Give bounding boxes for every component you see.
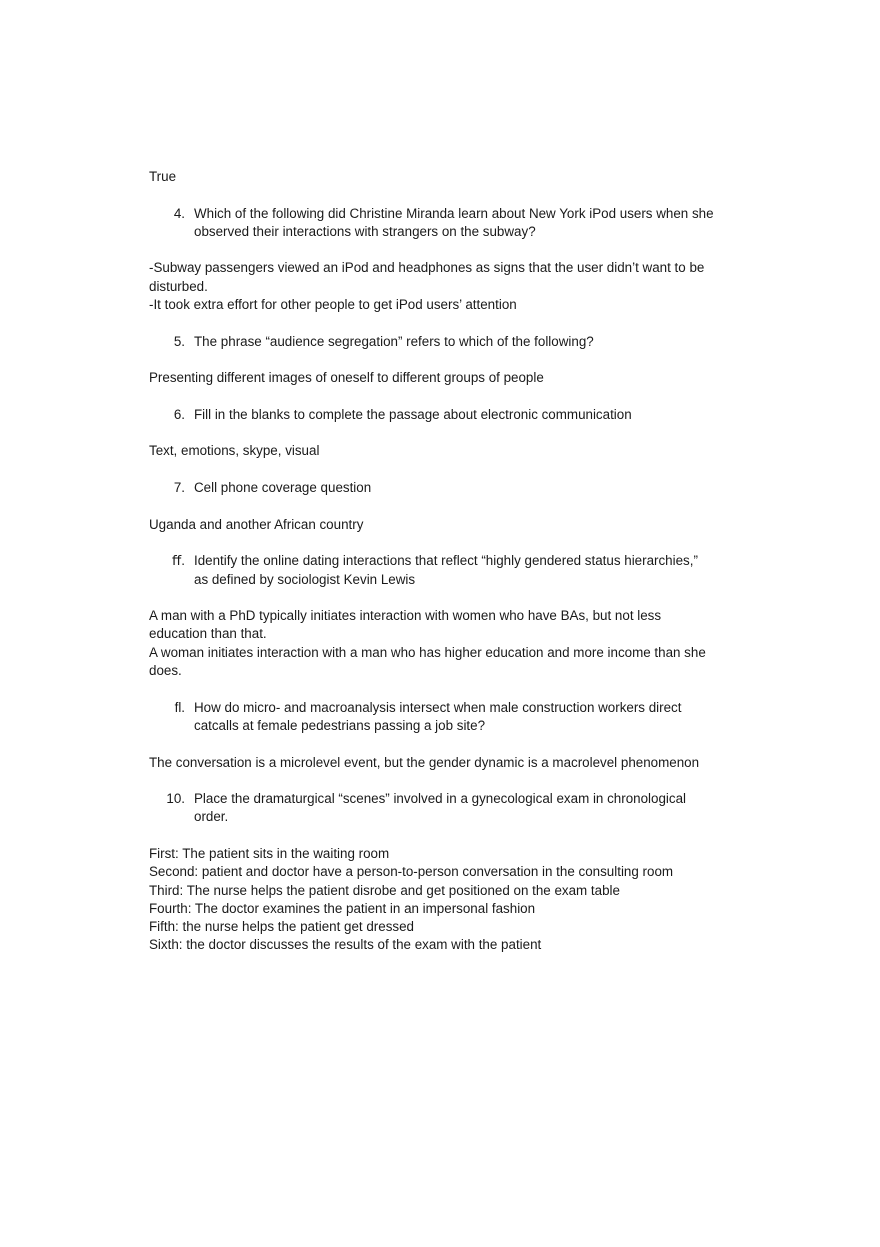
question-line: How do micro- and macroanalysis intersect when male construction workers direct xyxy=(194,699,682,715)
answer-line: Fourth: The doctor examines the patient in an impersonal fashion xyxy=(149,900,536,916)
question-10 xyxy=(149,790,734,827)
answer-line: Sixth: the doctor discusses the results of the exam with the patient xyxy=(149,937,542,953)
question-line: Cell phone coverage question xyxy=(194,480,372,496)
answer-line: -It took extra effort for other people to get iPod users’ attention xyxy=(149,297,517,313)
question-number: 10. xyxy=(166,791,185,807)
answer-line: The conversation is a microlevel event, but the gender dynamic is a macrolevel phenomenon xyxy=(149,754,700,770)
question-text xyxy=(194,205,734,242)
answer-line: -Subway passengers viewed an iPod and headphones as signs that the user didn’t want to be xyxy=(149,260,705,276)
question-text xyxy=(194,552,734,589)
question-number: ﬀ. xyxy=(172,553,185,569)
answer-line: True xyxy=(149,169,177,184)
answer-9 xyxy=(149,754,734,772)
question-line: Identify the online dating interactions that reflect “highly gendered status hierarchies,” xyxy=(194,553,698,569)
answer-line: A man with a PhD typically initiates interaction with women who have BAs, but not less xyxy=(149,608,662,624)
question-4 xyxy=(149,205,734,242)
answer-10 xyxy=(149,845,734,955)
answer-line: education than that. xyxy=(149,626,267,642)
question-8 xyxy=(149,552,734,589)
question-6 xyxy=(149,406,734,424)
question-text xyxy=(194,699,734,736)
question-7 xyxy=(149,479,734,497)
question-text xyxy=(194,790,734,827)
question-line: observed their interactions with strangers on the subway? xyxy=(194,223,536,239)
answer-5 xyxy=(149,369,734,387)
answer-line: does. xyxy=(149,663,182,679)
question-line: Place the dramaturgical “scenes” involved in a gynecological exam in chronological xyxy=(194,791,686,807)
question-number: 6. xyxy=(173,406,185,422)
answer-line: Second: patient and doctor have a person-to-person conversation in the consulting room xyxy=(149,864,674,880)
answer-8 xyxy=(149,607,734,680)
question-line: Fill in the blanks to complete the passage about electronic communication xyxy=(194,406,632,422)
intro-answer xyxy=(149,168,734,186)
question-line: The phrase “audience segregation” refers to which of the following? xyxy=(194,333,594,349)
question-number: 7. xyxy=(173,480,185,496)
answer-line: Presenting different images of oneself to different groups of people xyxy=(149,370,544,386)
answer-line: First: The patient sits in the waiting room xyxy=(149,845,390,861)
question-text xyxy=(194,479,734,497)
question-number: 4. xyxy=(173,205,185,221)
answer-6 xyxy=(149,442,734,460)
answer-7 xyxy=(149,516,734,534)
question-5 xyxy=(149,333,734,351)
question-9 xyxy=(149,699,734,736)
question-line: order. xyxy=(194,809,229,825)
question-number: 5. xyxy=(173,333,185,349)
answer-4 xyxy=(149,259,734,314)
answer-line: Text, emotions, skype, visual xyxy=(149,443,320,459)
answer-line: Fifth: the nurse helps the patient get dressed xyxy=(149,919,415,935)
answer-line: Uganda and another African country xyxy=(149,516,364,532)
question-text xyxy=(194,406,734,424)
answer-line: disturbed. xyxy=(149,278,208,294)
document-body xyxy=(149,168,734,973)
answer-line: A woman initiates interaction with a man who has higher education and more income than she xyxy=(149,644,706,660)
question-line: Which of the following did Christine Miranda learn about New York iPod users when she xyxy=(194,205,714,221)
answer-line: Third: The nurse helps the patient disrobe and get positioned on the exam table xyxy=(149,882,620,898)
question-text xyxy=(194,333,734,351)
question-line: as defined by sociologist Kevin Lewis xyxy=(194,571,416,587)
question-number: ﬂ. xyxy=(174,699,185,715)
question-line: catcalls at female pedestrians passing a job site? xyxy=(194,717,486,733)
